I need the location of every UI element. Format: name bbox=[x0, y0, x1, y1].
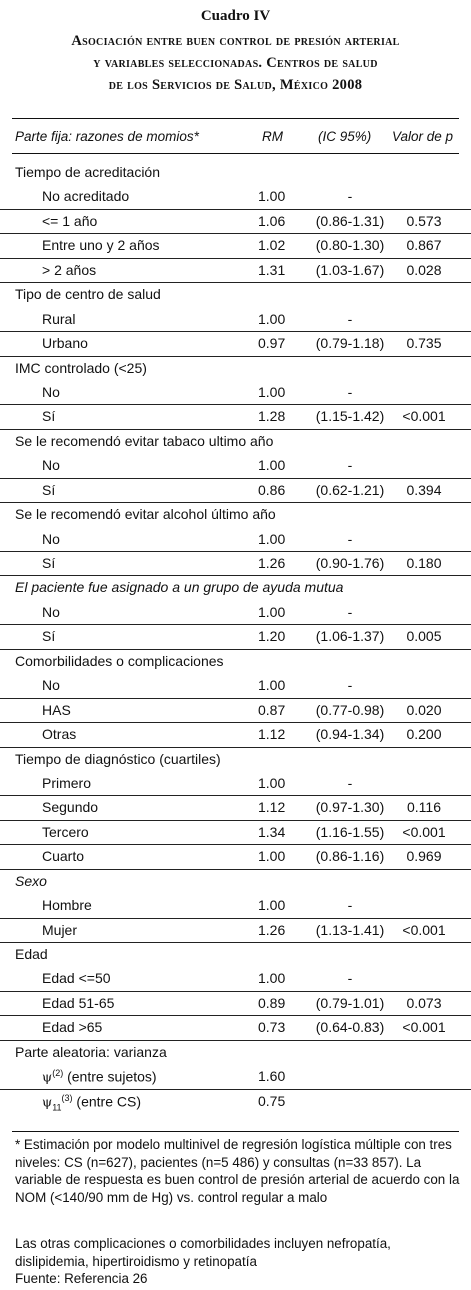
table-row bbox=[0, 821, 471, 845]
p-value-cell: 0.200 bbox=[406, 726, 442, 743]
row-label: Edad >65 bbox=[42, 1019, 103, 1036]
confidence-interval-cell: (1.03-1.67) bbox=[315, 261, 385, 278]
table-header bbox=[0, 129, 471, 151]
odds-ratio-cell: 1.34 bbox=[258, 823, 286, 840]
odds-ratio-cell: 1.00 bbox=[258, 457, 286, 474]
p-value-cell: 0.573 bbox=[406, 212, 442, 229]
row-label: No bbox=[42, 530, 60, 547]
variance-text: (entre CS) bbox=[72, 1093, 142, 1110]
table-row bbox=[0, 381, 471, 405]
psi-symbol: ψ bbox=[42, 1095, 53, 1111]
confidence-interval-cell: - bbox=[347, 970, 353, 987]
p-value-cell: 0.180 bbox=[406, 555, 442, 571]
odds-ratio-cell: 0.97 bbox=[258, 335, 286, 352]
table-row bbox=[0, 625, 471, 649]
row-label: Urbano bbox=[42, 335, 88, 352]
group-label: Tipo de centro de salud bbox=[15, 286, 161, 303]
confidence-interval-cell: (0.64-0.83) bbox=[315, 1019, 385, 1036]
confidence-interval-cell: (0.86-1.31) bbox=[315, 212, 385, 229]
odds-ratio-cell: 0.89 bbox=[258, 994, 286, 1011]
row-label: No acreditado bbox=[42, 188, 130, 205]
row-label: Otras bbox=[42, 726, 77, 743]
group-row bbox=[0, 161, 471, 185]
row-label: <= 1 año bbox=[42, 212, 98, 229]
table-row bbox=[0, 601, 471, 625]
confidence-interval-cell: - bbox=[347, 774, 353, 791]
table-body bbox=[0, 161, 471, 1114]
odds-ratio-cell: 1.26 bbox=[258, 555, 286, 571]
variance-row bbox=[0, 1090, 471, 1114]
variance-label bbox=[42, 1068, 157, 1086]
row-label: No bbox=[42, 457, 60, 474]
psi-superscript: (3) bbox=[61, 1092, 73, 1103]
row-label: No bbox=[42, 677, 60, 694]
row-label: Rural bbox=[42, 310, 76, 327]
footnote-other: Las otras complicaciones o comorbilidades incluyen nefropatía, dislipidemia, hipertiroidismo y retinopatía bbox=[15, 1236, 391, 1269]
confidence-interval-cell: - bbox=[347, 530, 353, 547]
variance-text: (entre sujetos) bbox=[63, 1068, 157, 1085]
variance-value: 1.60 bbox=[258, 1068, 286, 1085]
row-label: Sí bbox=[42, 481, 56, 498]
table-title-line: Asociación entre buen control de presión arterial bbox=[71, 33, 400, 49]
row-label: Mujer bbox=[42, 921, 78, 938]
confidence-interval-cell: (0.90-1.76) bbox=[315, 555, 385, 571]
group-label: Edad bbox=[15, 946, 48, 962]
table-row bbox=[0, 796, 471, 820]
odds-ratio-cell: 1.02 bbox=[258, 237, 286, 254]
group-row bbox=[0, 430, 471, 454]
p-value-cell: <0.001 bbox=[402, 1019, 446, 1036]
odds-ratio-cell: 1.12 bbox=[258, 799, 286, 816]
confidence-interval-cell: - bbox=[347, 603, 353, 620]
odds-ratio-cell: 1.00 bbox=[258, 188, 286, 205]
confidence-interval-cell: - bbox=[347, 310, 353, 327]
table-row bbox=[0, 845, 471, 869]
confidence-interval-cell: - bbox=[347, 677, 353, 694]
footnote-source: Fuente: Referencia 26 bbox=[15, 1271, 148, 1286]
row-label: Edad <=50 bbox=[42, 970, 111, 987]
table-row bbox=[0, 185, 471, 209]
header-rule bbox=[12, 153, 459, 154]
group-row bbox=[0, 650, 471, 674]
row-label: No bbox=[42, 603, 60, 620]
confidence-interval-cell: (0.79-1.01) bbox=[315, 994, 385, 1011]
table-row bbox=[0, 992, 471, 1016]
odds-ratio-cell: 0.87 bbox=[258, 701, 286, 718]
table-row bbox=[0, 699, 471, 723]
bottom-rule bbox=[12, 1131, 459, 1132]
table-row bbox=[0, 405, 471, 429]
p-value-cell: 0.735 bbox=[406, 335, 442, 352]
group-row bbox=[0, 283, 471, 307]
confidence-interval-cell: (1.13-1.41) bbox=[315, 921, 385, 938]
p-value-cell: 0.394 bbox=[406, 481, 442, 498]
odds-ratio-cell: 1.00 bbox=[258, 383, 286, 400]
p-value-cell: 0.028 bbox=[406, 261, 442, 278]
confidence-interval-cell: (1.15-1.42) bbox=[315, 408, 385, 425]
row-label: Sí bbox=[42, 628, 56, 645]
table-row bbox=[0, 332, 471, 356]
odds-ratio-cell: 0.86 bbox=[258, 481, 286, 498]
table-number: Cuadro IV bbox=[200, 8, 271, 24]
group-label: Se le recomendó evitar alcohol último año bbox=[15, 506, 276, 523]
row-label: No bbox=[42, 383, 60, 400]
confidence-interval-cell: - bbox=[347, 188, 353, 205]
group-row bbox=[0, 503, 471, 527]
group-row bbox=[0, 943, 471, 967]
table-row bbox=[0, 308, 471, 332]
table-title-line: y variables seleccionadas. Centros de salud bbox=[93, 55, 378, 71]
table-row bbox=[0, 894, 471, 918]
group-label: Comorbilidades o complicaciones bbox=[15, 652, 224, 669]
confidence-interval-cell: (1.06-1.37) bbox=[315, 628, 385, 645]
confidence-interval-cell: - bbox=[347, 457, 353, 474]
group-label: Se le recomendó evitar tabaco ultimo año bbox=[15, 432, 274, 449]
row-label: > 2 años bbox=[42, 261, 97, 278]
row-label: Primero bbox=[42, 774, 92, 791]
row-label: Tercero bbox=[42, 823, 89, 840]
p-value-cell: 0.867 bbox=[406, 237, 442, 254]
table-row bbox=[0, 259, 471, 283]
p-value-cell: 0.005 bbox=[406, 628, 442, 645]
variance-value: 0.75 bbox=[258, 1092, 286, 1109]
table-row bbox=[0, 528, 471, 552]
table-row bbox=[0, 723, 471, 747]
p-value-cell: 0.073 bbox=[406, 994, 442, 1011]
table-row bbox=[0, 772, 471, 796]
group-row bbox=[0, 357, 471, 381]
odds-ratio-cell: 1.12 bbox=[258, 726, 286, 743]
row-label: HAS bbox=[42, 701, 71, 718]
group-row bbox=[0, 748, 471, 772]
confidence-interval-cell: (0.97-1.30) bbox=[315, 799, 385, 816]
row-label: Segundo bbox=[42, 799, 99, 816]
table-row bbox=[0, 234, 471, 258]
top-rule bbox=[12, 118, 459, 119]
odds-ratio-cell: 1.20 bbox=[258, 628, 286, 645]
header-ic: (IC 95%) bbox=[318, 129, 372, 144]
row-label: Edad 51-65 bbox=[42, 994, 115, 1011]
odds-ratio-cell: 1.00 bbox=[258, 677, 286, 694]
group-label: Parte aleatoria: varianza bbox=[15, 1043, 167, 1060]
table-row bbox=[0, 967, 471, 991]
odds-ratio-cell: 1.26 bbox=[258, 921, 286, 938]
p-value-cell: 0.969 bbox=[406, 848, 442, 865]
header-rm: RM bbox=[262, 129, 283, 144]
header-label: Parte fija: razones de momios* bbox=[15, 129, 199, 144]
confidence-interval-cell: (0.62-1.21) bbox=[315, 481, 385, 498]
table-title-line: de los Servicios de Salud, México 2008 bbox=[108, 77, 363, 93]
table-title bbox=[0, 30, 471, 96]
footnote-asterisk: * Estimación por modelo multinivel de regresión logística múltiple con tres niveles: CS (n=627), pacientes (n=5 486) y consultas (n=33 857). La variable de respuesta es buen control de presión arterial de acuerdo con la NOM (<140/90 mm de Hg) vs. control regular a malo bbox=[15, 1137, 460, 1205]
psi-symbol: ψ bbox=[42, 1070, 53, 1086]
psi-subscript: 11 bbox=[52, 1102, 62, 1113]
odds-ratio-cell: 1.00 bbox=[258, 310, 286, 327]
odds-ratio-cell: 1.00 bbox=[258, 774, 286, 791]
p-value-cell: 0.020 bbox=[406, 701, 442, 718]
row-label: Cuarto bbox=[42, 848, 85, 865]
odds-ratio-cell: 1.00 bbox=[258, 603, 286, 620]
psi-superscript: (2) bbox=[52, 1068, 64, 1079]
confidence-interval-cell: - bbox=[347, 897, 353, 914]
row-label: Hombre bbox=[42, 897, 92, 914]
table-row bbox=[0, 552, 471, 576]
odds-ratio-cell: 1.28 bbox=[258, 408, 286, 425]
odds-ratio-cell: 1.00 bbox=[258, 530, 286, 547]
group-row bbox=[0, 576, 471, 600]
odds-ratio-cell: 1.00 bbox=[258, 848, 286, 865]
group-row bbox=[0, 1041, 471, 1065]
confidence-interval-cell: (1.16-1.55) bbox=[315, 823, 385, 840]
row-label: Sí bbox=[42, 555, 56, 571]
p-value-cell: <0.001 bbox=[402, 921, 446, 938]
odds-ratio-cell: 1.00 bbox=[258, 970, 286, 987]
group-label: Tiempo de diagnóstico (cuartiles) bbox=[15, 750, 221, 767]
confidence-interval-cell: (0.77-0.98) bbox=[315, 701, 385, 718]
group-label: IMC controlado (<25) bbox=[15, 359, 147, 376]
odds-ratio-cell: 1.31 bbox=[258, 261, 286, 278]
table-row bbox=[0, 919, 471, 943]
confidence-interval-cell: (0.86-1.16) bbox=[315, 848, 385, 865]
table-row bbox=[0, 1016, 471, 1040]
p-value-cell: <0.001 bbox=[402, 823, 446, 840]
odds-ratio-cell: 1.06 bbox=[258, 212, 286, 229]
confidence-interval-cell: (0.94-1.34) bbox=[315, 726, 385, 743]
row-label: Sí bbox=[42, 408, 56, 425]
confidence-interval-cell: (0.79-1.18) bbox=[315, 335, 385, 352]
group-label: Tiempo de acreditación bbox=[15, 164, 161, 180]
group-label: El paciente fue asignado a un grupo de ayuda mutua bbox=[15, 579, 344, 596]
table-row bbox=[0, 210, 471, 234]
table-row bbox=[0, 479, 471, 503]
odds-ratio-cell: 1.00 bbox=[258, 897, 286, 914]
group-label: Sexo bbox=[15, 872, 47, 889]
odds-ratio-cell: 0.73 bbox=[258, 1019, 286, 1036]
variance-row bbox=[0, 1065, 471, 1089]
table-row bbox=[0, 674, 471, 698]
row-label: Entre uno y 2 años bbox=[42, 237, 160, 254]
confidence-interval-cell: - bbox=[347, 383, 353, 400]
confidence-interval-cell: (0.80-1.30) bbox=[315, 237, 385, 254]
p-value-cell: <0.001 bbox=[402, 408, 446, 425]
table-row bbox=[0, 454, 471, 478]
variance-label bbox=[42, 1093, 141, 1112]
p-value-cell: 0.116 bbox=[407, 799, 441, 816]
group-row bbox=[0, 870, 471, 894]
header-p: Valor de p bbox=[392, 129, 454, 144]
